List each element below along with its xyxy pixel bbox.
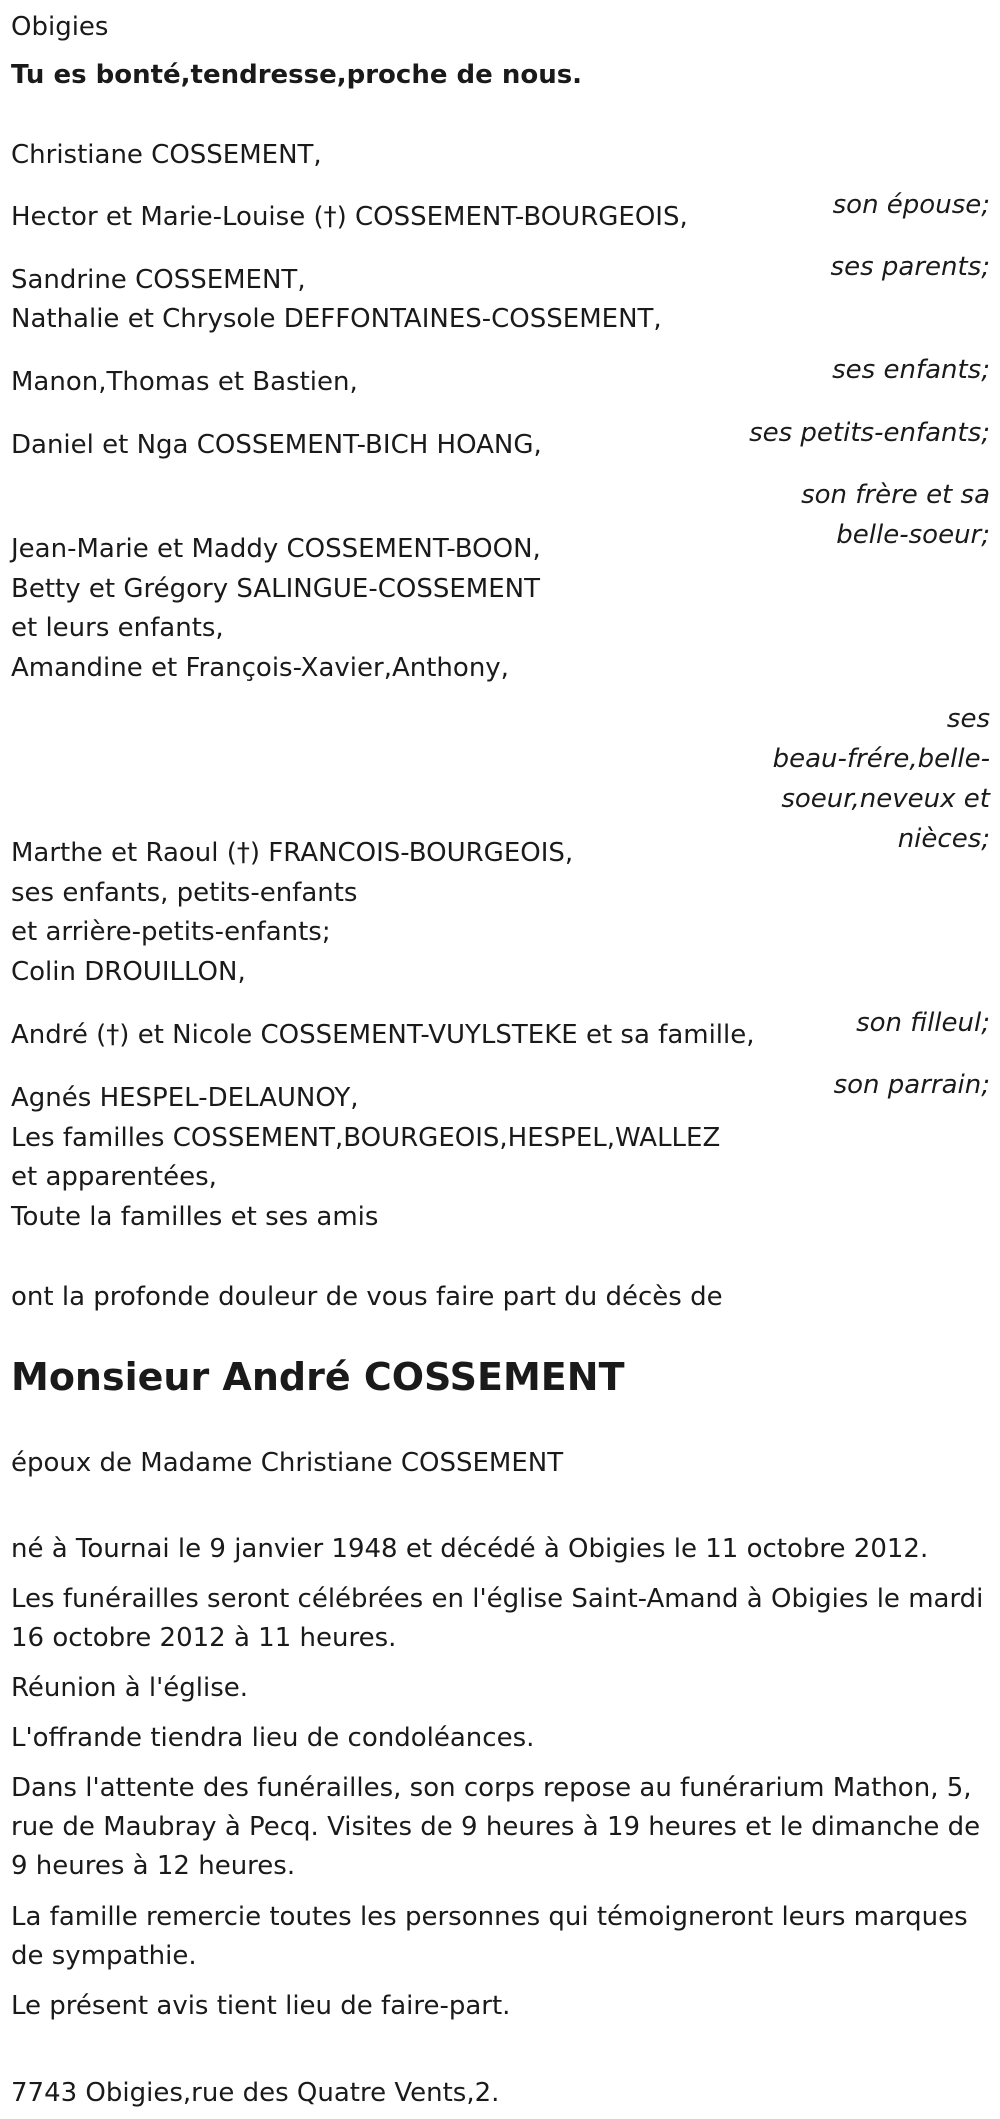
family-name: et arrière-petits-enfants; [11,917,331,947]
paragraph: Dans l'attente des funérailles, son corps repose au funérarium Mathon, 5, rue de Maubray à Pecq. Visites de 9 heures à 19 heures et le dimanche de 9 heures à 12 heures. [11,1773,981,1881]
family-role: nièces; [897,824,990,854]
family-name: Marthe et Raoul (†) FRANCOIS-BOURGEOIS, [11,838,574,868]
family-name: Jean-Marie et Maddy COSSEMENT-BOON, [11,534,541,564]
family-role: belle-soeur; [836,520,990,550]
family-role: ses [946,704,990,734]
paragraph: Les funérailles seront célébrées en l'église Saint-Amand à Obigies le mardi 16 octobre 2012 à 11 heures. [11,1584,984,1653]
family-name: Manon,Thomas et Bastien, [11,367,358,397]
address: 7743 Obigies,rue des Quatre Vents,2. [11,2078,500,2108]
family-role: son parrain; [833,1070,990,1100]
family-role: soeur,neveux et [781,784,990,814]
spouse-line: époux de Madame Christiane COSSEMENT [11,1448,564,1478]
motto: Tu es bonté,tendresse,proche de nous. [11,60,583,90]
family-role: beau-frére,belle- [772,744,990,774]
family-name: Sandrine COSSEMENT, [11,265,306,295]
family-role: son épouse; [832,190,990,220]
family-name: Toute la familles et ses amis [11,1202,379,1232]
family-name: ses enfants, petits-enfants [11,878,358,908]
family-name: Daniel et Nga COSSEMENT-BICH HOANG, [11,430,542,460]
family-name: Nathalie et Chrysole DEFFONTAINES-COSSEMENT, [11,304,662,334]
family-name: Amandine et François-Xavier,Anthony, [11,653,509,683]
family-name: Christiane COSSEMENT, [11,140,322,170]
paragraph: Le présent avis tient lieu de faire-part. [11,1991,511,2021]
deceased-name: Monsieur André COSSEMENT [11,1355,625,1399]
family-name: Hector et Marie-Louise (†) COSSEMENT-BOURGEOIS, [11,202,688,232]
paragraph: né à Tournai le 9 janvier 1948 et décédé à Obigies le 11 octobre 2012. [11,1534,929,1564]
family-role: ses parents; [830,252,990,282]
family-name: André (†) et Nicole COSSEMENT-VUYLSTEKE et sa famille, [11,1020,755,1050]
family-name: Agnés HESPEL-DELAUNOY, [11,1083,359,1113]
announcement: ont la profonde douleur de vous faire part du décès de [11,1282,723,1312]
family-name: Les familles COSSEMENT,BOURGEOIS,HESPEL,WALLEZ [11,1123,721,1153]
paragraph: L'offrande tiendra lieu de condoléances. [11,1723,535,1753]
family-name: et leurs enfants, [11,613,224,643]
family-role: son frère et sa [801,480,990,510]
family-role: son filleul; [856,1008,990,1038]
paragraph: Réunion à l'église. [11,1673,249,1703]
paragraph: La famille remercie toutes les personnes qui témoigneront leurs marques de sympathie. [11,1902,968,1971]
family-name: Colin DROUILLON, [11,957,246,987]
family-role: ses enfants; [832,355,990,385]
location-heading: Obigies [11,12,109,42]
family-name: et apparentées, [11,1162,217,1192]
family-role: ses petits-enfants; [749,418,990,448]
family-name: Betty et Grégory SALINGUE-COSSEMENT [11,574,540,604]
